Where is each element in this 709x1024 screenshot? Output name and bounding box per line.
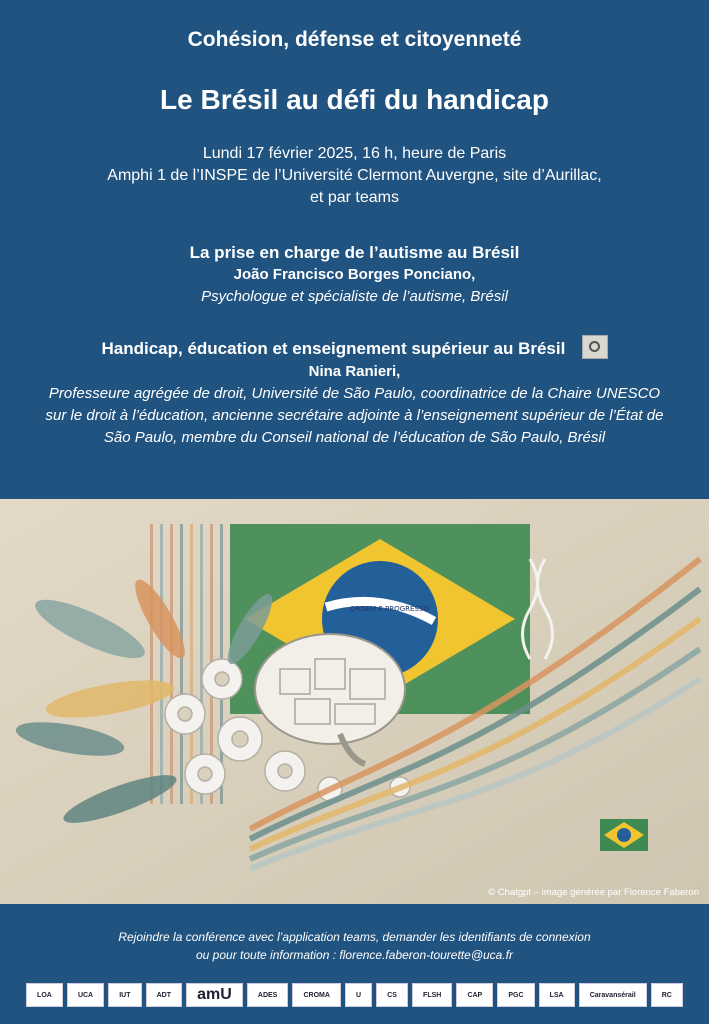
header-panel xyxy=(0,0,709,499)
small-flag xyxy=(600,819,648,851)
join-info xyxy=(0,928,709,964)
logo-ades: ADES xyxy=(247,983,289,1007)
footer xyxy=(0,904,709,1024)
talk-2 xyxy=(40,335,669,449)
talk-1 xyxy=(0,242,709,308)
talk-1-speaker: João Francisco Borges Ponciano, xyxy=(233,266,476,283)
talk-2-title: Handicap, éducation et enseignement supérieur au Brésil xyxy=(101,339,566,358)
illustration-svg xyxy=(0,499,709,904)
flag-motto: ORDEM E PROGRESSO xyxy=(350,605,429,613)
talk-2-speaker: Nina Ranieri, xyxy=(308,363,401,380)
logo-flsh: FLSH xyxy=(412,983,452,1007)
logo-loa: LOA xyxy=(26,983,63,1007)
logo-amu: amU xyxy=(186,983,243,1007)
talk-1-role: Psychologue et spécialiste de l’autisme, Brésil xyxy=(201,288,508,305)
flag-badge-icon xyxy=(582,335,608,359)
logo-croma: CROMA xyxy=(292,983,341,1007)
logo-lsa: LSA xyxy=(539,983,575,1007)
logo-u: U xyxy=(345,983,372,1007)
event-venue: Amphi 1 de l’INSPE de l’Université Clermont Auvergne, site d’Aurillac, xyxy=(107,167,602,184)
logo-cap: CAP xyxy=(456,983,493,1007)
series-title: Cohésion, défense et citoyenneté xyxy=(187,28,522,51)
partner-logos xyxy=(26,982,683,1008)
event-remote: et par teams xyxy=(310,189,399,206)
talk-2-role: Professeure agrégée de droit, Université de São Paulo, coordinatrice de la Chaire UNESCO sur le droit à l’éducation, ancienne secrétaire adjointe à l’enseignement supérieur de l’État de São Paulo, membre du Conseil national de l’éducation de São Paulo, Brésil xyxy=(45,385,664,446)
logo-iut: IUT xyxy=(108,983,141,1007)
illustration xyxy=(0,499,709,904)
event-title: Le Brésil au défi du handicap xyxy=(160,84,549,115)
event-info xyxy=(0,143,709,209)
logo-caravanserail: Caravansérail xyxy=(579,983,647,1007)
logo-cs: CS xyxy=(376,983,408,1007)
talk-1-title: La prise en charge de l’autisme au Brésil xyxy=(189,243,520,262)
join-line-2[interactable]: ou pour toute information : florence.faberon-tourette@uca.fr xyxy=(195,948,514,962)
logo-adt: ADT xyxy=(146,983,183,1007)
logo-uca: UCA xyxy=(67,983,104,1007)
join-line-1: Rejoindre la conférence avec l’application teams, demander les identifiants de connexion xyxy=(118,930,591,944)
logo-pgc: PGC xyxy=(497,983,534,1007)
image-credit: © Chatgpt – image générée par Florence Faberon xyxy=(488,887,699,898)
event-date: Lundi 17 février 2025, 16 h, heure de Paris xyxy=(202,145,507,162)
logo-rc: RC xyxy=(651,983,683,1007)
